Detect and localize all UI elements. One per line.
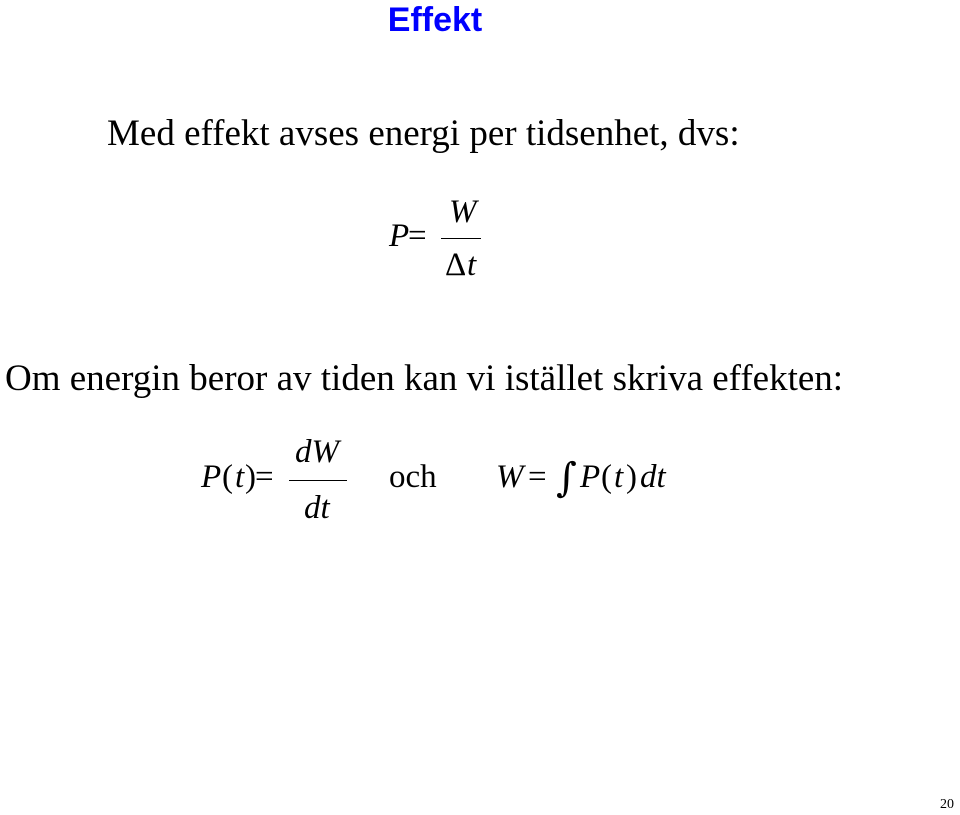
eq3-var: t (614, 459, 624, 495)
slide-title: Effekt (387, 1, 483, 39)
eq3-differential: dt (640, 459, 666, 495)
integral-sign-icon: ∫ (556, 455, 577, 501)
eq3-equals: = (528, 459, 547, 495)
eq2-var: t (235, 459, 245, 495)
eq1-equals: = (408, 218, 427, 254)
eq1-fraction-bar (441, 238, 481, 239)
continuation-text: Om energin beror av tiden kan vi istället skriva effekten: (5, 358, 844, 399)
eq2-denominator: dt (304, 490, 330, 526)
eq2-equals: = (255, 459, 274, 495)
eq3-lhs: W (496, 459, 524, 495)
eq2-numerator: dW (295, 434, 339, 470)
eq1-denominator-var: t (467, 247, 477, 283)
conjunction-text: och (389, 459, 437, 495)
eq2-fraction-bar (289, 480, 347, 481)
eq2-close-paren: ) (245, 459, 256, 495)
intro-text: Med effekt avses energi per tidsenhet, dvs: (107, 113, 740, 154)
eq1-delta: Δ (445, 247, 467, 283)
eq3-func: P (580, 459, 601, 495)
eq2-func: P (201, 459, 222, 495)
eq2-open-paren: ( (222, 459, 233, 495)
eq3-open-paren: ( (601, 459, 612, 495)
eq1-lhs: P (389, 218, 410, 254)
page-number: 20 (940, 797, 954, 812)
eq3-close-paren: ) (626, 459, 637, 495)
eq1-numerator: W (449, 194, 477, 230)
